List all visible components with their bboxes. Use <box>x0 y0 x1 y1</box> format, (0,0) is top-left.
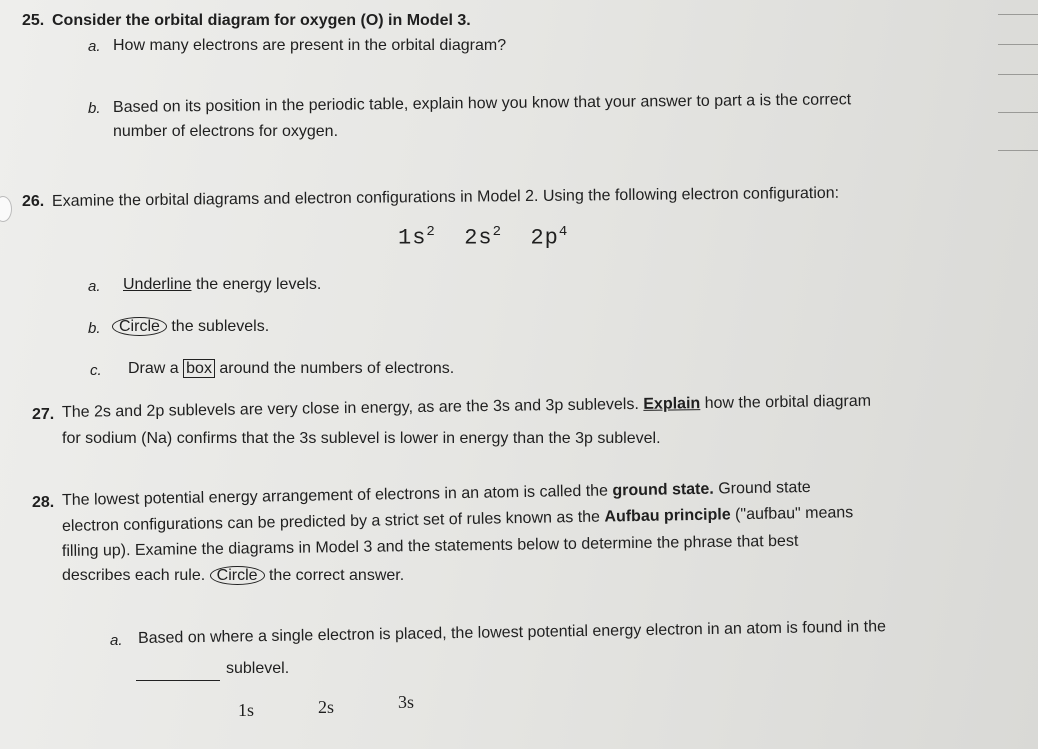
q25b-label: b. <box>88 100 101 117</box>
q27-underlined-word: Explain <box>643 395 701 413</box>
q25-number: 25. <box>22 12 45 29</box>
q26-number: 26. <box>22 193 45 210</box>
q26a-text <box>123 276 321 294</box>
term-2p: 2p <box>530 225 559 251</box>
q25a-text: How many electrons are present in the orbital diagram? <box>113 37 507 54</box>
page-edge-line <box>998 150 1038 151</box>
term-2s: 2s <box>464 225 493 251</box>
q26a-label: a. <box>88 278 101 295</box>
exp-2s: 2 <box>492 224 503 240</box>
q28-ground-state-term: ground state. <box>612 480 714 500</box>
q28-text-line4 <box>62 567 404 585</box>
page-edge-line <box>998 112 1038 113</box>
term-1s: 1s <box>398 225 427 251</box>
q26c-boxed-word: box <box>183 359 215 378</box>
q28a-label: a. <box>110 632 123 649</box>
exp-2p: 4 <box>558 224 569 240</box>
choice-1s[interactable]: 1s <box>238 700 255 720</box>
q26c-rest: around the numbers of electrons. <box>219 360 455 377</box>
q27-text-line1 <box>62 393 871 422</box>
q25b-text-line2: number of electrons for oxygen. <box>113 123 339 140</box>
q25-text: Consider the orbital diagram for oxygen (O) in Model 3. <box>52 12 471 29</box>
page-edge-line <box>998 74 1038 75</box>
q28-text-line1 <box>62 479 811 510</box>
q28-circled-word: Circle <box>210 566 265 585</box>
q27-text-line2: for sodium (Na) confirms that the 3s sublevel is lower in energy than the 3p sublevel. <box>62 430 661 447</box>
q26a-rest: the energy levels. <box>195 276 322 293</box>
answer-blank[interactable] <box>136 680 220 681</box>
q26-text: Examine the orbital diagrams and electron configurations in Model 2. Using the following electron configuration: <box>51 184 840 210</box>
q28-line1-pre: The lowest potential energy arrangement of electrons in an atom is called the <box>61 482 609 509</box>
page-edge-line <box>998 44 1038 45</box>
q28-text-line2 <box>62 504 854 536</box>
page-edge-line <box>998 14 1038 15</box>
q26b-rest: the sublevels. <box>171 318 270 335</box>
q28-line4-pre: describes each rule. <box>62 567 206 584</box>
q26c-label: c. <box>90 362 102 379</box>
q27-line1-pre: The 2s and 2p sublevels are very close in energy, as are the 3s and 3p sublevels. <box>61 395 639 421</box>
q26b-circled-word: Circle <box>112 317 167 336</box>
q25a-label: a. <box>88 38 101 55</box>
q28-line2-pre: electron configurations can be predicted by a strict set of rules known as the <box>61 508 601 535</box>
electron-configuration <box>398 224 568 250</box>
q28-text-line3: filling up). Examine the diagrams in Model 3 and the statements below to determine the phrase that best <box>61 532 799 560</box>
q25b-text-line1: Based on its position in the periodic table, explain how you know that your answer to part a is the correct <box>112 91 852 116</box>
choice-2s[interactable]: 2s <box>318 697 335 717</box>
q28a-text: Based on where a single electron is placed, the lowest potential energy electron in an atom is found in the <box>137 618 887 647</box>
q28-line2-post: ("aufbau" means <box>734 504 854 524</box>
q27-line1-post: how the orbital diagram <box>704 392 872 413</box>
q26c-text <box>128 360 454 378</box>
q28-number: 28. <box>32 494 55 511</box>
q26b-text <box>112 318 269 336</box>
q26a-underlined-word: Underline <box>123 276 192 293</box>
q28-line1-post: Ground state <box>718 478 811 498</box>
q26c-pre: Draw a <box>128 360 179 377</box>
q26b-label: b. <box>88 320 101 337</box>
exp-1s: 2 <box>426 224 436 240</box>
q28-line4-post: the correct answer. <box>268 567 405 584</box>
q28a-text-line2: sublevel. <box>226 660 290 677</box>
choice-3s[interactable]: 3s <box>398 692 415 712</box>
q27-number: 27. <box>32 406 55 423</box>
q28-aufbau-term: Aufbau principle <box>604 506 731 526</box>
binder-hole <box>0 196 12 222</box>
